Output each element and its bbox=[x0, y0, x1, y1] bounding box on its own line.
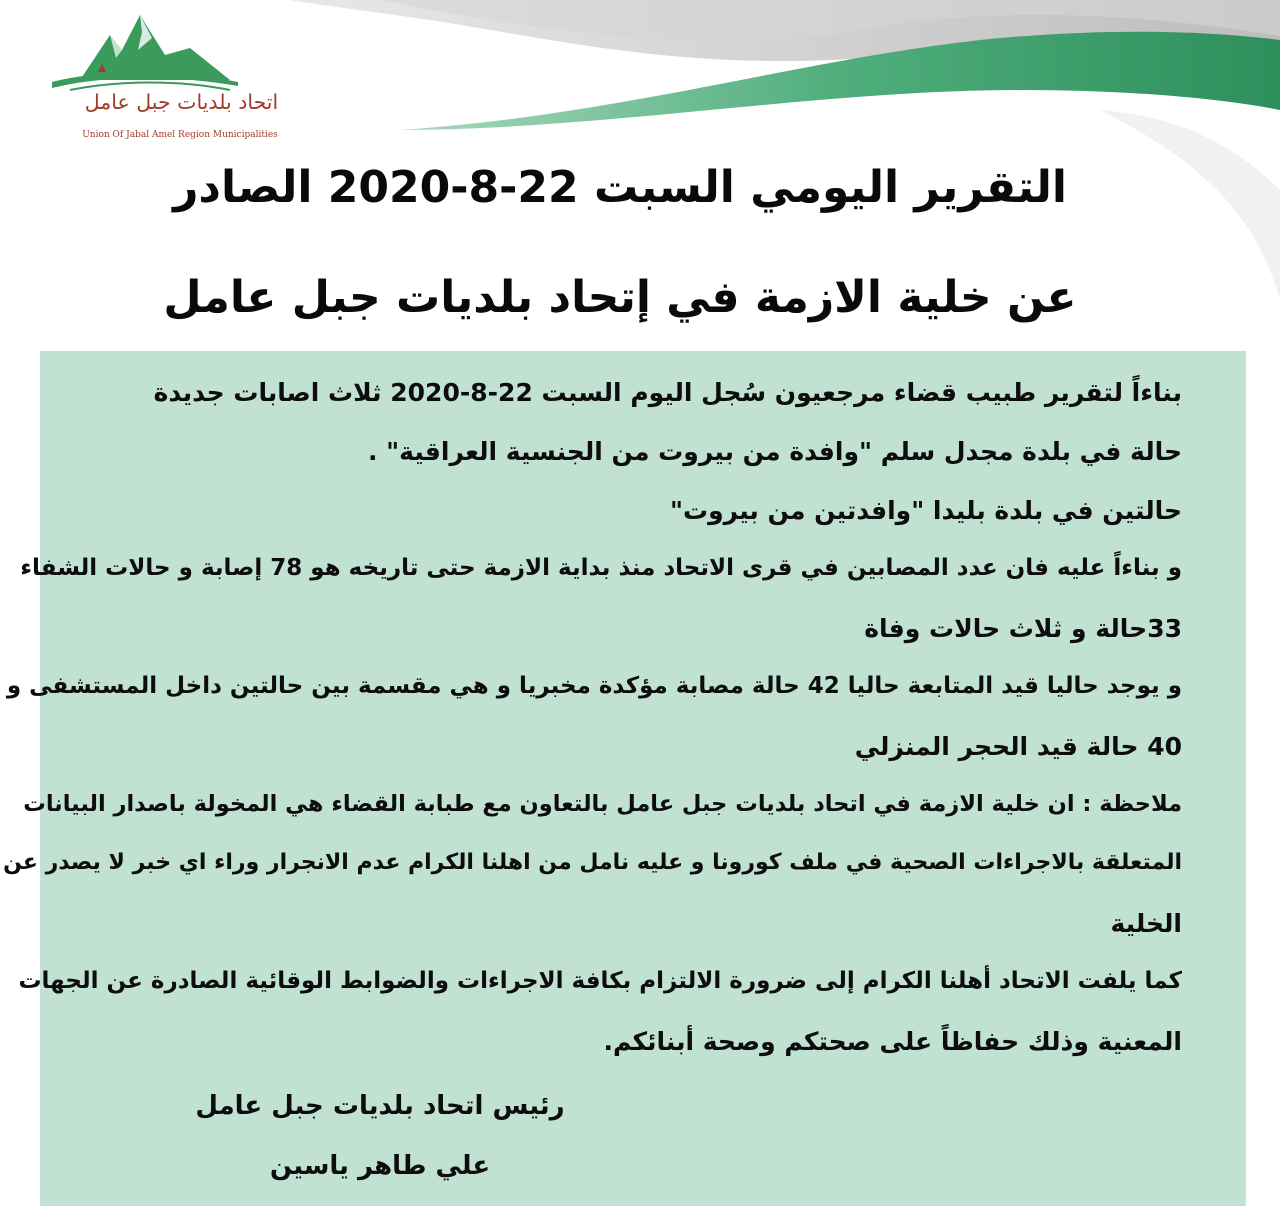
logo-english-name: Union Of Jabal Amel Region Municipalities bbox=[82, 130, 278, 140]
signature-position: رئيس اتحاد بلديات جبل عامل bbox=[195, 1091, 565, 1121]
logo-arabic-name: اتحاد بلديات جبل عامل bbox=[84, 90, 279, 114]
body-line: و يوجد حاليا قيد المتابعة حاليا 42 حالة مصابة مؤكدة مخبريا و هي مقسمة بين حالتين داخل المستشفى و bbox=[6, 673, 1182, 699]
report-title-line-1: التقرير اليومي السبت 22-8-2020 الصادر bbox=[173, 162, 1067, 213]
body-line: المعنية وذلك حفاظاً على صحتكم وصحة أبنائكم. bbox=[603, 1027, 1182, 1056]
signature-name: علي طاهر ياسين bbox=[269, 1151, 491, 1181]
logo bbox=[40, 10, 279, 140]
body-line: ملاحظة : ان خلية الازمة في اتحاد بلديات جبل عامل بالتعاون مع طبابة القضاء هي المخولة باصدار البيانات bbox=[23, 791, 1182, 817]
body-line: الخلية bbox=[1110, 909, 1182, 938]
body-line: 33حالة و ثلاث حالات وفاة bbox=[864, 614, 1182, 643]
body-line: و بناءاً عليه فان عدد المصابين في قرى الاتحاد منذ بداية الازمة حتى تاريخه هو 78 إصابة و حالات الشفاء bbox=[20, 555, 1182, 581]
body-line: كما يلفت الاتحاد أهلنا الكرام إلى ضرورة الالتزام بكافة الاجراءات والضوابط الوقائية الصادرة عن الجهات bbox=[18, 968, 1182, 994]
body-line: بناءاً لتقرير طبيب قضاء مرجعيون سُجل اليوم السبت 22-8-2020 ثلاث اصابات جديدة bbox=[153, 378, 1182, 407]
mountain-logo-icon bbox=[40, 10, 250, 95]
report-title-line-2: عن خلية الازمة في إتحاد بلديات جبل عامل bbox=[163, 272, 1077, 323]
body-line: حالتين في بلدة بليدا "وافدتين من بيروت" bbox=[669, 496, 1182, 525]
report-body-panel bbox=[3, 351, 1246, 1206]
body-line: حالة في بلدة مجدل سلم "وافدة من بيروت من الجنسية العراقية" . bbox=[367, 437, 1182, 466]
body-line: المتعلقة بالاجراءات الصحية في ملف كورونا و عليه نامل من اهلنا الكرام عدم الانجرار وراء اي خبر لا يصدر عن bbox=[3, 850, 1182, 875]
body-line: 40 حالة قيد الحجر المنزلي bbox=[854, 732, 1182, 761]
